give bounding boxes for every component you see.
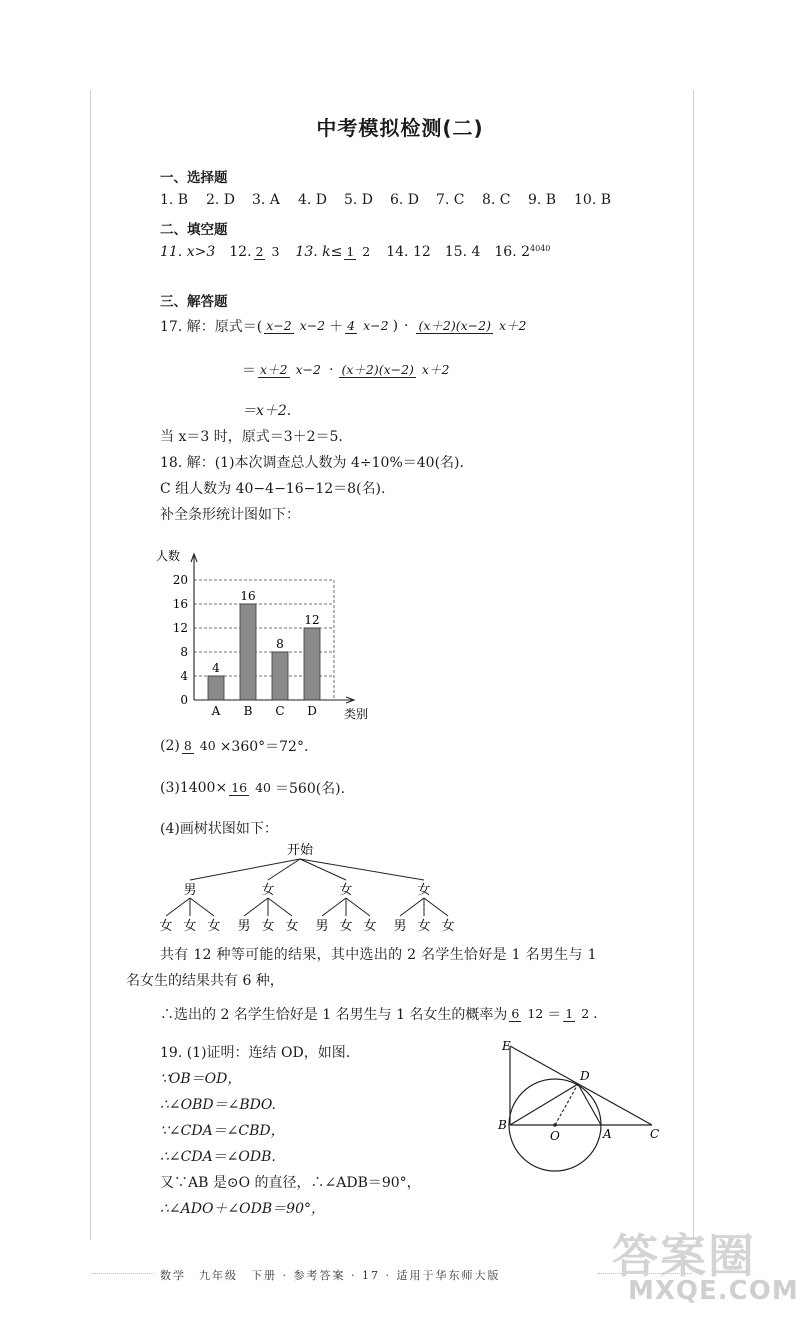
tree-branch [166, 898, 190, 916]
tree-node-level2: 女 [285, 919, 299, 934]
numerator: 8 [183, 737, 192, 753]
bar-value-label: 8 [276, 637, 284, 651]
fraction [229, 781, 273, 796]
equals-sign: ＝ [547, 1007, 562, 1023]
bar [240, 604, 256, 700]
y-tick-label: 4 [180, 669, 188, 683]
bar-value-label: 16 [240, 589, 256, 603]
fraction [339, 363, 451, 378]
dot-operator: · [328, 362, 334, 378]
section-solution-heading: 三、解答题 [160, 294, 228, 310]
part-text: ＝560(名). [275, 781, 346, 797]
result-text: ∴选出的 2 名学生恰好是 1 名男生与 1 名女生的概率为 [160, 1007, 508, 1023]
answer-12: 12. [229, 244, 252, 260]
tree-root: 开始 [286, 843, 314, 858]
denominator: 2 [362, 243, 371, 259]
q19-line2: ∵OB＝OD， [160, 1071, 242, 1087]
answer-item: 10. B [574, 192, 612, 208]
answer-item: 9. B [528, 192, 557, 208]
tree-node-level1: 女 [261, 883, 275, 898]
tree-node-level2: 女 [363, 919, 377, 934]
segment-od [555, 1084, 578, 1125]
q18-line2: C 组人数为 40−4−16−12＝8(名). [160, 481, 386, 497]
tree-node-level2: 女 [183, 919, 197, 934]
denominator: x−2 [295, 361, 321, 377]
fraction [254, 245, 282, 260]
page-footer: 数学 九年级 下册 · 参考答案 · 17 · 适用于华东师大版 [160, 1269, 501, 1282]
y-tick-label: 8 [180, 645, 188, 659]
label-c: C [650, 1127, 660, 1141]
tree-branch [322, 898, 346, 916]
segment-bd [510, 1084, 578, 1125]
tree-node-level2: 男 [237, 919, 251, 934]
tree-node-level2: 女 [159, 919, 173, 934]
denominator: 12 [527, 1005, 544, 1021]
q18-result-line2: 名女生的结果共有 6 种， [126, 973, 284, 989]
tree-branch [244, 898, 268, 916]
dot-operator: · [404, 318, 409, 334]
tree-branch [300, 859, 346, 880]
y-tick-label: 16 [172, 597, 188, 611]
q17-line2 [242, 360, 453, 380]
tree-branch [346, 898, 370, 916]
q18-line1: 18. 解：(1)本次调查总人数为 4÷10%＝40(名). [160, 455, 464, 471]
y-tick-label: 12 [172, 621, 188, 635]
tree-node-level2: 女 [441, 919, 455, 934]
numerator: 4 [347, 317, 356, 333]
fraction [509, 1007, 545, 1022]
x-tick-label: B [243, 704, 253, 718]
numerator: 2 [255, 243, 264, 259]
part-text: ×360°＝72°. [219, 739, 309, 755]
q17-prefix: 17. 解：原式＝( [160, 319, 263, 335]
answer-16: 16. 2 [494, 244, 531, 260]
answer-item: 5. D [344, 192, 374, 208]
section-choice-heading: 一、选择题 [160, 170, 228, 186]
numerator: 1 [346, 243, 355, 259]
q19-line7: ∴∠ADO＋∠ODB＝90°， [160, 1201, 325, 1217]
watermark-logo: 答案圈 [612, 1229, 756, 1283]
q18-part4: (4)画树状图如下： [160, 821, 278, 837]
page-title: 中考模拟检测(二) [316, 116, 484, 140]
q18-result-line3 [160, 1004, 598, 1024]
tree-node-level1: 男 [183, 883, 197, 898]
bar-chart [150, 540, 390, 730]
answer-11: 11. x>3 [160, 244, 216, 260]
q18-part2 [160, 736, 308, 756]
footer-rule-left [92, 1273, 154, 1274]
q18-line3: 补全条形统计图如下： [160, 507, 300, 523]
q17-line3: ＝x＋2. [242, 403, 292, 419]
tree-node-level2: 女 [261, 919, 275, 934]
bar [304, 628, 320, 700]
denominator: x−2 [299, 317, 326, 333]
y-tick-label: 0 [180, 693, 188, 707]
fraction [563, 1007, 591, 1022]
x-tick-label: C [275, 704, 285, 718]
answer-14: 14. 12 [386, 244, 431, 260]
numerator: 6 [511, 1005, 520, 1021]
denominator: 3 [271, 243, 280, 259]
numerator: 1 [565, 1005, 574, 1021]
part-label: (2) [160, 738, 180, 754]
tree-node-level2: 女 [417, 919, 431, 934]
tree-branch [190, 898, 214, 916]
part-label: (3)1400× [160, 780, 228, 796]
answer-item: 8. C [482, 192, 511, 208]
y-tick-label: 20 [172, 573, 188, 587]
q17-line4: 当 x＝3 时，原式＝3＋2＝5. [160, 429, 343, 445]
close-paren: ) [392, 318, 399, 334]
denominator: 40 [255, 779, 271, 795]
q19-line1: 19. (1)证明：连结 OD，如图. [160, 1045, 351, 1061]
denominator: 2 [581, 1005, 590, 1021]
tree-node-level2: 男 [393, 919, 407, 934]
fraction [182, 739, 218, 754]
bar-value-label: 4 [212, 661, 220, 675]
q18-result-line1: 共有 12 种等可能的结果，其中选出的 2 名学生恰好是 1 名男生与 1 [160, 947, 597, 963]
numerator: 16 [231, 779, 248, 795]
tree-node-level2: 女 [207, 919, 221, 934]
answer-item: 6. D [390, 192, 420, 208]
x-axis-label: 类别 [344, 707, 369, 721]
watermark-site: MXQE.COM [628, 1276, 799, 1306]
left-margin-rule [90, 90, 91, 1240]
numerator: x＋2 [260, 361, 288, 377]
fill-answers [160, 244, 550, 260]
tree-diagram [150, 842, 470, 938]
fraction [264, 319, 327, 334]
period: . [593, 1006, 598, 1022]
denominator: 40 [199, 737, 216, 753]
point-o [553, 1123, 557, 1127]
bar [208, 676, 224, 700]
numerator: (x＋2)(x−2) [341, 361, 414, 377]
tree-branch [400, 898, 424, 916]
q19-line6: 又∵AB 是⊙O 的直径，∴∠ADB＝90°， [160, 1175, 421, 1191]
q17-line1 [160, 316, 530, 336]
denominator: x＋2 [421, 361, 450, 377]
denominator: x＋2 [498, 317, 527, 333]
fraction [416, 319, 528, 334]
fraction [258, 363, 323, 378]
choice-answers [160, 192, 620, 208]
q18-part3 [160, 778, 345, 798]
fraction [344, 245, 372, 260]
equals-sign: ＝ [242, 363, 256, 379]
label-d: D [580, 1069, 590, 1083]
right-margin-rule [693, 90, 694, 1240]
tree-node-level1: 女 [339, 883, 353, 898]
tree-branch [268, 898, 292, 916]
tree-node-level2: 女 [339, 919, 353, 934]
label-a: A [603, 1127, 612, 1141]
numerator: (x＋2)(x−2) [418, 317, 491, 333]
answer-item: 1. B [160, 192, 189, 208]
tree-branch [300, 859, 424, 880]
label-b: B [498, 1118, 507, 1132]
y-axis-label: 人数 [156, 549, 181, 563]
answer-item: 2. D [206, 192, 236, 208]
q19-line3: ∴∠OBD＝∠BDO. [160, 1097, 276, 1113]
q19-line4: ∵∠CDA＝∠CBD， [160, 1123, 285, 1139]
bar-value-label: 12 [304, 613, 320, 627]
label-e: E [502, 1039, 511, 1053]
x-tick-label: A [211, 704, 221, 718]
bar [272, 652, 288, 700]
tree-branch [424, 898, 448, 916]
numerator: x−2 [266, 317, 292, 333]
fraction [345, 319, 390, 334]
answer-item: 7. C [436, 192, 465, 208]
section-fill-heading: 二、填空题 [160, 222, 228, 238]
tree-node-level1: 女 [417, 883, 431, 898]
answer-13: 13. k≤ [295, 244, 343, 260]
geometry-figure [490, 1036, 670, 1178]
x-tick-label: D [307, 704, 317, 718]
q19-line5: ∴∠CDA＝∠ODB. [160, 1149, 276, 1165]
denominator: x−2 [363, 317, 389, 333]
answer-16-exponent: 4040 [530, 244, 551, 253]
answer-item: 3. A [252, 192, 280, 208]
tree-node-level2: 男 [315, 919, 329, 934]
label-o: O [550, 1129, 560, 1143]
answer-15: 15. 4 [444, 244, 481, 260]
plus-sign: ＋ [329, 319, 344, 335]
answer-item: 4. D [298, 192, 328, 208]
